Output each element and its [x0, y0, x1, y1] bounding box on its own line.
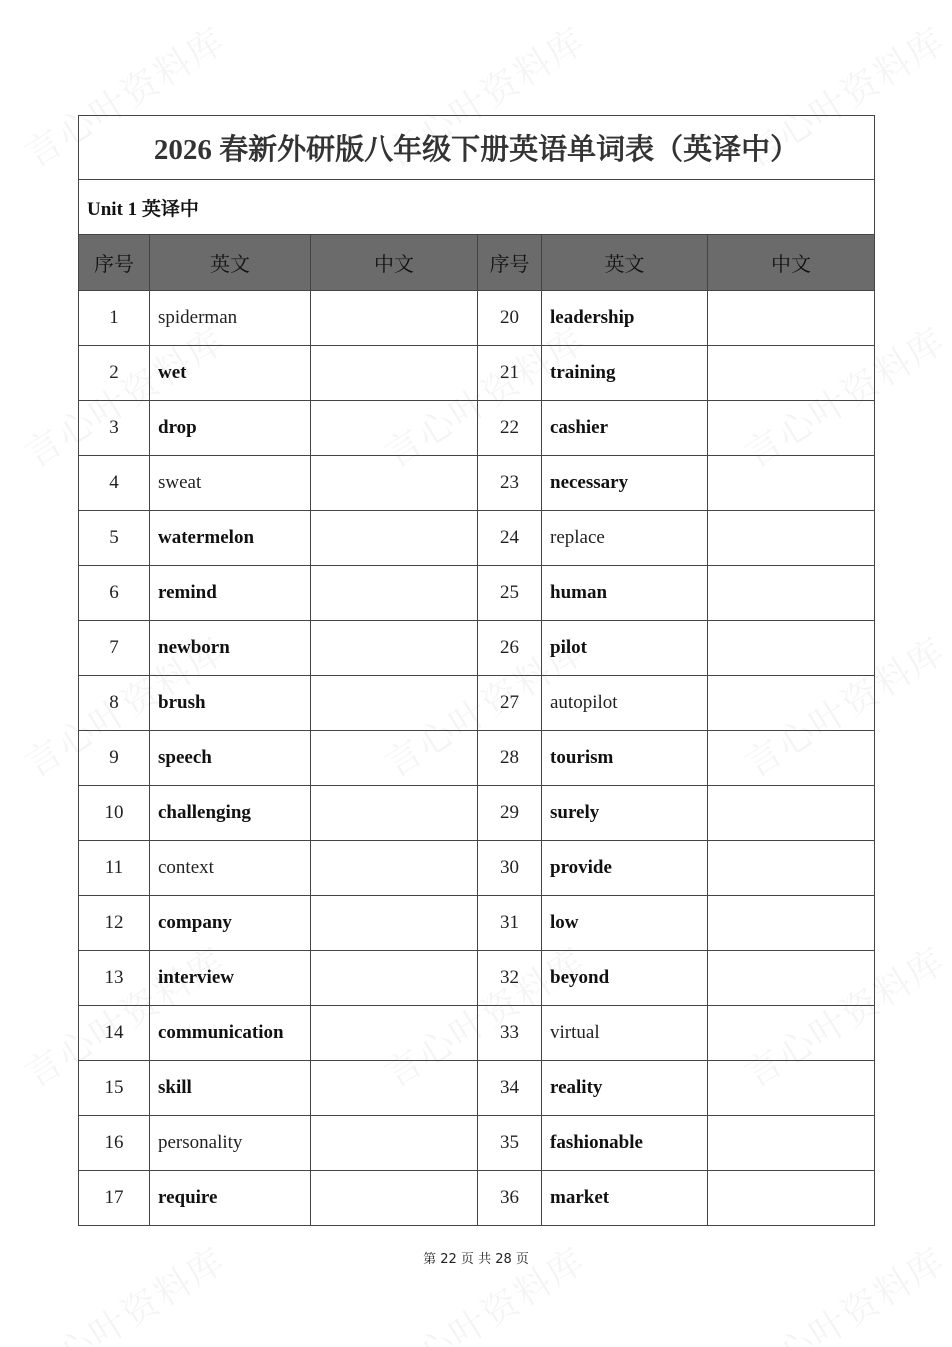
english-word: speech [150, 731, 311, 786]
chinese-answer-cell[interactable] [708, 346, 875, 401]
vocabulary-body [79, 291, 875, 1226]
row-number: 2 [79, 346, 150, 401]
english-word: personality [150, 1116, 311, 1171]
chinese-answer-cell[interactable] [311, 291, 478, 346]
chinese-answer-cell[interactable] [311, 786, 478, 841]
row-number: 13 [79, 951, 150, 1006]
english-word: reality [542, 1061, 708, 1116]
chinese-answer-cell[interactable] [311, 951, 478, 1006]
chinese-answer-cell[interactable] [708, 951, 875, 1006]
column-header-row [79, 235, 875, 291]
row-number: 22 [478, 401, 542, 456]
page-footer: 第 22 页 共 28 页 [423, 1252, 529, 1267]
chinese-answer-cell[interactable] [708, 401, 875, 456]
row-number: 4 [79, 456, 150, 511]
english-word: context [150, 841, 311, 896]
chinese-answer-cell[interactable] [708, 291, 875, 346]
row-number: 10 [79, 786, 150, 841]
table-row [79, 951, 875, 1006]
chinese-answer-cell[interactable] [311, 1006, 478, 1061]
chinese-answer-cell[interactable] [708, 1006, 875, 1061]
english-word: drop [150, 401, 311, 456]
row-number: 5 [79, 511, 150, 566]
english-word: interview [150, 951, 311, 1006]
table-row [79, 1171, 875, 1226]
chinese-answer-cell[interactable] [311, 841, 478, 896]
chinese-answer-cell[interactable] [708, 456, 875, 511]
table-row [79, 1116, 875, 1171]
chinese-answer-cell[interactable] [311, 676, 478, 731]
english-word: require [150, 1171, 311, 1226]
chinese-answer-cell[interactable] [708, 896, 875, 951]
row-number: 25 [478, 566, 542, 621]
table-row [79, 1061, 875, 1116]
english-word: fashionable [542, 1116, 708, 1171]
english-word: pilot [542, 621, 708, 676]
chinese-answer-cell[interactable] [708, 731, 875, 786]
row-number: 1 [79, 291, 150, 346]
english-word: provide [542, 841, 708, 896]
table-row [79, 786, 875, 841]
chinese-answer-cell[interactable] [708, 566, 875, 621]
english-word: brush [150, 676, 311, 731]
chinese-answer-cell[interactable] [311, 346, 478, 401]
row-number: 15 [79, 1061, 150, 1116]
header-no: 序号 [79, 235, 150, 291]
row-number: 16 [79, 1116, 150, 1171]
row-number: 9 [79, 731, 150, 786]
table-row [79, 731, 875, 786]
english-word: challenging [150, 786, 311, 841]
english-word: beyond [542, 951, 708, 1006]
english-word: communication [150, 1006, 311, 1061]
english-word: newborn [150, 621, 311, 676]
english-word: leadership [542, 291, 708, 346]
english-word: human [542, 566, 708, 621]
row-number: 3 [79, 401, 150, 456]
row-number: 11 [79, 841, 150, 896]
row-number: 28 [478, 731, 542, 786]
table-row [79, 566, 875, 621]
chinese-answer-cell[interactable] [708, 1061, 875, 1116]
table-row [79, 401, 875, 456]
chinese-answer-cell[interactable] [311, 731, 478, 786]
row-number: 35 [478, 1116, 542, 1171]
row-number: 14 [79, 1006, 150, 1061]
row-number: 12 [79, 896, 150, 951]
table-row [79, 456, 875, 511]
header-english: 英文 [542, 235, 708, 291]
chinese-answer-cell[interactable] [708, 786, 875, 841]
english-word: spiderman [150, 291, 311, 346]
chinese-answer-cell[interactable] [311, 456, 478, 511]
english-word: low [542, 896, 708, 951]
english-word: training [542, 346, 708, 401]
row-number: 34 [478, 1061, 542, 1116]
row-number: 21 [478, 346, 542, 401]
table-row [79, 511, 875, 566]
row-number: 23 [478, 456, 542, 511]
english-word: skill [150, 1061, 311, 1116]
table-row [79, 346, 875, 401]
vocabulary-table [78, 115, 875, 1226]
header-no: 序号 [478, 235, 542, 291]
chinese-answer-cell[interactable] [311, 1061, 478, 1116]
english-word: wet [150, 346, 311, 401]
table-row [79, 621, 875, 676]
unit-heading: Unit 1 英译中 [79, 180, 875, 235]
row-number: 36 [478, 1171, 542, 1226]
chinese-answer-cell[interactable] [311, 511, 478, 566]
english-word: remind [150, 566, 311, 621]
chinese-answer-cell[interactable] [311, 401, 478, 456]
vocabulary-sheet [78, 115, 874, 1226]
page-title: 2026 春新外研版八年级下册英语单词表（英译中） [79, 116, 875, 180]
header-chinese: 中文 [708, 235, 875, 291]
english-word: market [542, 1171, 708, 1226]
row-number: 27 [478, 676, 542, 731]
chinese-answer-cell[interactable] [708, 511, 875, 566]
row-number: 8 [79, 676, 150, 731]
chinese-answer-cell[interactable] [708, 1116, 875, 1171]
table-row [79, 841, 875, 896]
row-number: 32 [478, 951, 542, 1006]
table-row [79, 676, 875, 731]
row-number: 29 [478, 786, 542, 841]
english-word: tourism [542, 731, 708, 786]
header-english: 英文 [150, 235, 311, 291]
english-word: watermelon [150, 511, 311, 566]
english-word: surely [542, 786, 708, 841]
row-number: 33 [478, 1006, 542, 1061]
chinese-answer-cell[interactable] [311, 621, 478, 676]
row-number: 30 [478, 841, 542, 896]
table-row [79, 1006, 875, 1061]
chinese-answer-cell[interactable] [311, 1116, 478, 1171]
english-word: autopilot [542, 676, 708, 731]
header-chinese: 中文 [311, 235, 478, 291]
chinese-answer-cell[interactable] [311, 1171, 478, 1226]
row-number: 31 [478, 896, 542, 951]
chinese-answer-cell[interactable] [708, 621, 875, 676]
table-row [79, 896, 875, 951]
chinese-answer-cell[interactable] [708, 1171, 875, 1226]
chinese-answer-cell[interactable] [708, 841, 875, 896]
row-number: 20 [478, 291, 542, 346]
row-number: 24 [478, 511, 542, 566]
english-word: company [150, 896, 311, 951]
chinese-answer-cell[interactable] [311, 896, 478, 951]
english-word: necessary [542, 456, 708, 511]
english-word: replace [542, 511, 708, 566]
row-number: 6 [79, 566, 150, 621]
english-word: sweat [150, 456, 311, 511]
english-word: cashier [542, 401, 708, 456]
row-number: 7 [79, 621, 150, 676]
row-number: 17 [79, 1171, 150, 1226]
chinese-answer-cell[interactable] [708, 676, 875, 731]
chinese-answer-cell[interactable] [311, 566, 478, 621]
row-number: 26 [478, 621, 542, 676]
table-row [79, 291, 875, 346]
english-word: virtual [542, 1006, 708, 1061]
